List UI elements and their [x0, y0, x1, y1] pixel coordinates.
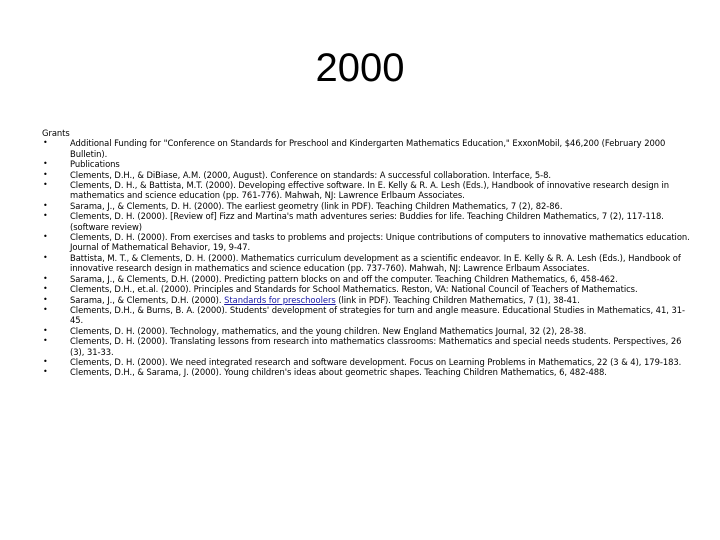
list-item: • Clements, D. H. (2000). Technology, mathematics, and the young children. New England Mathematics Journal, 32 (2), 28-38.: [42, 326, 690, 336]
bullet-list: [42, 138, 690, 377]
list-item: • Clements, D.H., & Burns, B. A. (2000). Students' development of strategies for turn and angle measure. Educational Studies in Mathematics, 41, 31-45.: [42, 305, 690, 326]
list-item: • Clements, D. H. (2000). [Review of] Fizz and Martina's math adventures series: Buddies for life. Teaching Children Mathematics, 7 (2), 117-118. (software review): [42, 211, 690, 232]
list-item: • Clements, D.H., & DiBiase, A.M. (2000, August). Conference on standards: A successful collaboration. Interface, 5-8.: [42, 170, 690, 180]
list-item: [42, 295, 690, 305]
list-item: • Additional Funding for "Conference on Standards for Preschool and Kindergarten Mathematics Education," ExxonMobil, $46,200 (February 2000 Bulletin).: [42, 138, 690, 159]
list-item: • Publications: [42, 159, 690, 169]
list-item: • Clements, D.H., et.al. (2000). Principles and Standards for School Mathematics. Reston, VA: National Council of Teachers of Mathematics.: [42, 284, 690, 294]
slide-title: 2000: [315, 46, 405, 90]
section-heading: Grants: [42, 128, 70, 138]
list-item: • Clements, D. H., & Battista, M.T. (2000). Developing effective software. In E. Kelly & R. A. Lesh (Eds.), Handbook of innovative research design in mathematics and science education (pp. 761-776). Mahwah, NJ: Lawrence Erlbaum Associates.: [42, 180, 690, 201]
list-item: • Clements, D. H. (2000). From exercises and tasks to problems and projects: Unique contributions of computers to innovative mathematics education. Journal of Mathematical Behavior, 19, 9-47.: [42, 232, 690, 253]
citation-text: (link in PDF). Teaching Children Mathematics, 7 (1), 38-41.: [335, 294, 580, 305]
slide-body: [42, 128, 690, 378]
citation-text: Sarama, J., & Clements, D.H. (2000).: [70, 294, 225, 305]
list-item: • Clements, D. H. (2000). We need integrated research and software development. Focus on Learning Problems in Mathematics, 22 (3 & 4), 179-183.: [42, 357, 690, 367]
list-item: • Clements, D.H., & Sarama, J. (2000). Young children's ideas about geometric shapes. Teaching Children Mathematics, 6, 482-488.: [42, 367, 690, 377]
list-item: • Battista, M. T., & Clements, D. H. (2000). Mathematics curriculum development as a scientific endeavor. In E. Kelly & R. A. Lesh (Eds.), Handbook of innovative research design in mathematics and science education (pp. 737-760). Mahwah, NJ: Lawrence Erlbaum Associates.: [42, 253, 690, 274]
list-item: • Sarama, J., & Clements, D.H. (2000). Predicting pattern blocks on and off the computer. Teaching Children Mathematics, 6, 458-462.: [42, 274, 690, 284]
standards-for-preschoolers-link[interactable]: Standards for preschoolers: [224, 294, 336, 305]
list-item: • Sarama, J., & Clements, D. H. (2000). The earliest geometry (link in PDF). Teaching Children Mathematics, 7 (2), 82-86.: [42, 201, 690, 211]
list-item: • Clements, D. H. (2000). Translating lessons from research into mathematics classrooms: Mathematics and special needs students. Perspectives, 26 (3), 31-33.: [42, 336, 690, 357]
